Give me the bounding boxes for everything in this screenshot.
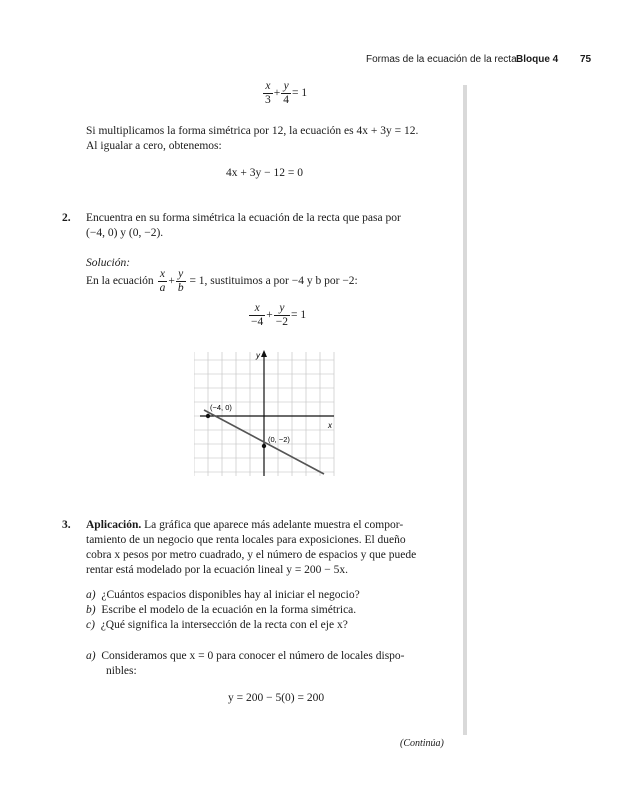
general-equation: 4x + 3y − 12 = 0 [226,167,303,179]
problem-3-statement: Aplicación. La gráfica que aparece más adelante muestra el compor- tamiento de un negocio que renta locales para exposiciones. El dueño cobra x pesos por metro cuadrado, y el número de espacios y que puede rentar está modelado por la ecuación lineal y = 200 − 5x. [86,519,417,576]
symmetric-equation: $\frac{x}{3}$ + $\frac{y}{4}$ = 1 [265,80,308,106]
solution-label: Solución: [86,257,131,269]
x-axis-label: x [328,421,332,430]
y-axis-label: y [256,351,260,360]
answer-a-equation: y = 200 − 5(0) = 200 [228,692,325,704]
point-b [262,444,266,448]
question-list [86,588,466,633]
problem-2-number: 2. [62,212,71,224]
problem-2-statement: Encuentra en su forma simétrica la ecuación de la recta que pasa por (−4, 0) y (0, −2). [86,212,401,239]
page-number: 75 [580,54,592,65]
y-axis-arrow [261,350,267,357]
paragraph-multiply: Si multiplicamos la forma simétrica por 12, la ecuación es 4x + 3y = 12. Al igualar a cero, obtenemos: [86,125,419,152]
block-label: Bloque 4 [516,54,559,65]
continue-note: (Continúa) [400,738,444,749]
margin-rule [463,85,467,735]
question-item: c) ¿Qué significa la intersección de la recta con el eje x? [86,619,348,631]
problem-3-number: 3. [62,519,71,531]
point-a-label: (−4, 0) [210,403,232,412]
question-item: b) Escribe el modelo de la ecuación en la forma simétrica. [86,604,357,616]
line-graph [194,348,340,483]
question-item: a) ¿Cuántos espacios disponibles hay al iniciar el negocio? [86,589,360,601]
problem-3-title: Aplicación. [86,519,142,531]
point-a [206,414,210,418]
running-header-title: Formas de la ecuación de la recta [366,54,517,65]
solution-line: En la ecuación $\frac{x}{a}$ + $\frac{y}{b}$ = 1, sustituimos a por −4 y b por −2: [86,267,358,294]
answer-a: a) Consideramos que x = 0 para conocer el número de locales dispo- nibles: [86,650,405,677]
substituted-equation: $\frac{x}{-4}$ + $\frac{y}{-2}$ = 1 [251,302,307,328]
point-b-label: (0, −2) [268,435,290,444]
